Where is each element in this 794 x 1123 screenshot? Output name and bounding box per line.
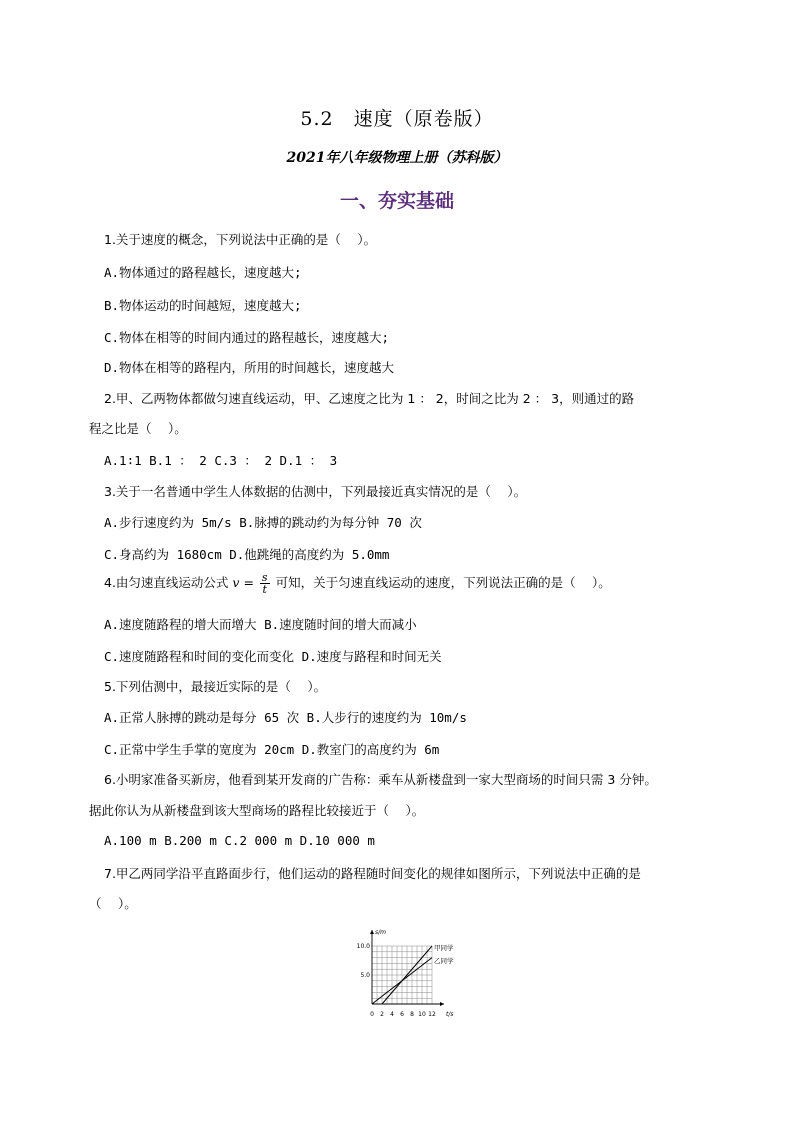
x-tick-label: 8 — [410, 1011, 414, 1018]
q4-formula-numerator: s — [261, 571, 268, 584]
q1-option-a: A.物体通过的路程越长，速度越大; — [104, 265, 302, 280]
q5-options-ab: A.正常人脉搏的跳动是每分 65 次 B.人步行的速度约为 10m/s — [104, 710, 467, 725]
q3-stem: 3.关于一名普通中学生人体数据的估测中，下列最接近真实情况的是（ ）。 — [104, 484, 527, 499]
series-label-2: 乙同学 — [434, 957, 454, 965]
x-axis-arrow — [440, 1002, 444, 1006]
q6-options: A.100 m B.200 m C.2 000 m D.10 000 m — [104, 833, 375, 848]
page-subtitle: 2021年八年级物理上册（苏科版） — [286, 150, 508, 166]
y-axis-arrow — [370, 930, 374, 934]
x-tick-label: 12 — [428, 1011, 436, 1018]
x-tick-label: 6 — [400, 1011, 404, 1018]
q5-stem: 5.下列估测中，最接近实际的是（ ）。 — [104, 679, 327, 694]
q7-stem-line1: 7.甲乙两同学沿平直路面步行，他们运动的路程随时间变化的规律如图所示，下列说法中正确的是 — [104, 866, 641, 881]
q1-option-d: D.物体在相等的路程内，所用的时间越长，速度越大 — [104, 360, 395, 375]
q4-formula-denominator: t — [262, 583, 267, 596]
x-tick-label: 2 — [380, 1011, 384, 1018]
q3-options-ab: A.步行速度约为 5m/s B.脉搏的跳动约为每分钟 70 次 — [104, 515, 422, 530]
section-heading: 一、夯实基础 — [339, 190, 454, 212]
page-title: 5.2 速度（原卷版） — [300, 108, 494, 130]
q4-options-cd: C.速度随路程和时间的变化而变化 D.速度与路程和时间无关 — [104, 649, 442, 664]
q2-stem-line1: 2.甲、乙两物体都做匀速直线运动，甲、乙速度之比为 1 ： 2，时间之比为 2 ： 3，则通过的路 — [104, 391, 635, 406]
y-tick-label: 5.0 — [360, 972, 370, 979]
q1-stem: 1.关于速度的概念，下列说法中正确的是（ ）。 — [104, 232, 377, 247]
q1-option-c: C.物体在相等的时间内通过的路程越长，速度越大; — [104, 330, 390, 345]
q7-stem-line2: （ ）。 — [89, 896, 137, 911]
y-tick-label: 10.0 — [356, 943, 370, 950]
q3-options-cd: C.身高约为 1680cm D.他跳绳的高度约为 5.0mm — [104, 547, 390, 562]
series-label-1: 甲同学 — [434, 944, 454, 952]
q6-stem-line1: 6.小明家准备买新房，他看到某开发商的广告称：乘车从新楼盘到一家大型商场的时间只需 3 分钟。 — [104, 772, 657, 787]
q4-stem-pre: 4.由匀速直线运动公式 — [104, 575, 229, 590]
q5-options-cd: C.正常中学生手掌的宽度为 20cm D.教室门的高度约为 6m — [104, 742, 440, 757]
y-axis-label: s/m — [375, 929, 386, 936]
q4-formula-lhs: v = — [232, 575, 254, 590]
q6-stem-line2: 据此你认为从新楼盘到该大型商场的路程比较接近于（ ）。 — [89, 803, 425, 818]
x-tick-label: 4 — [390, 1011, 394, 1018]
x-tick-label: 10 — [418, 1011, 426, 1018]
q4-formula-fraction — [260, 572, 270, 595]
q4-options-ab: A.速度随路程的增大而增大 B.速度随时间的增大而减小 — [104, 617, 417, 632]
q2-options: A.1∶1 B.1 ： 2 C.3 ： 2 D.1 ： 3 — [104, 453, 338, 468]
x-axis-label: t/s — [446, 1011, 454, 1018]
q1-option-b: B.物体运动的时间越短，速度越大; — [104, 298, 302, 313]
distance-time-chart — [340, 922, 470, 1022]
q4-stem — [104, 572, 611, 595]
x-tick-label: 0 — [370, 1011, 374, 1018]
q2-stem-line2: 程之比是（ ）。 — [89, 421, 187, 436]
q4-stem-post: 可知，关于匀速直线运动的速度，下列说法正确的是（ ）。 — [275, 575, 611, 590]
